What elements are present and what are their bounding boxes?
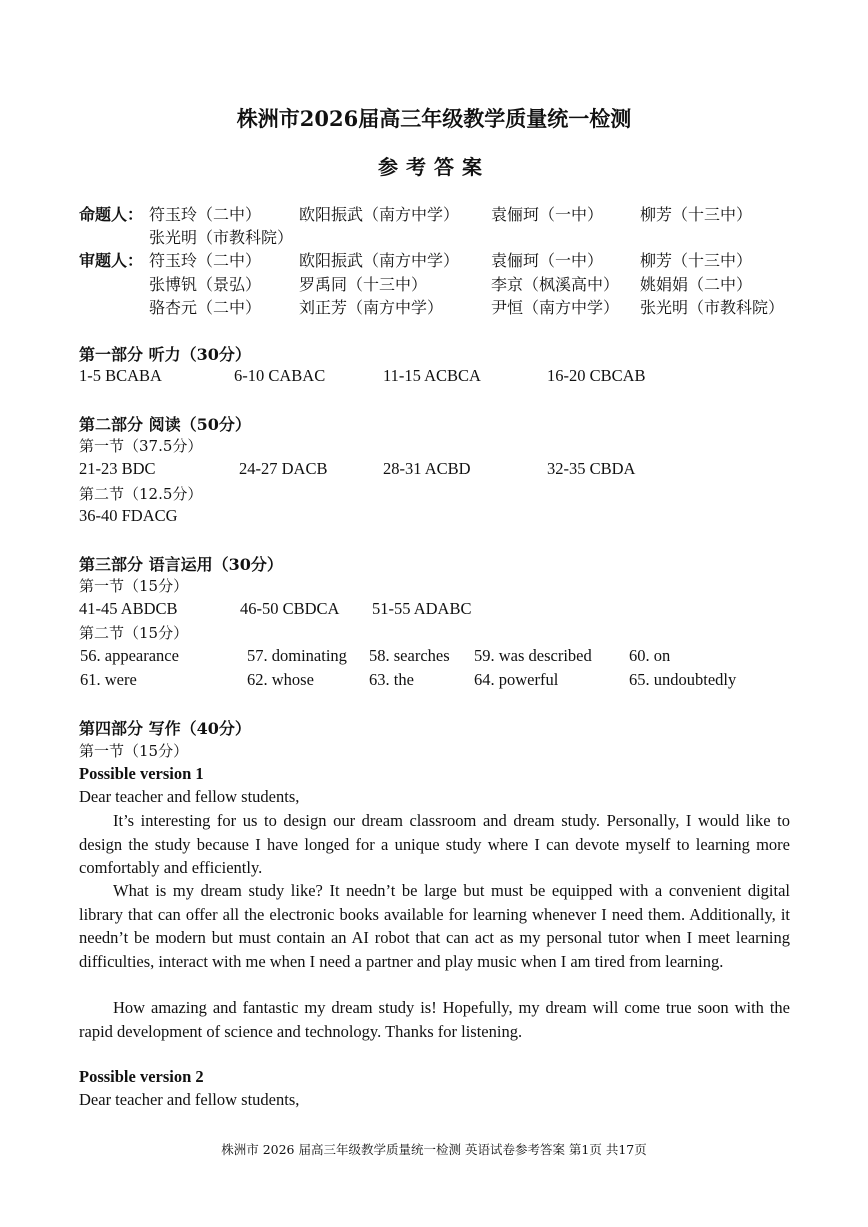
version-title: Possible version 1 [79,764,204,783]
reviewer-name: 张光明（市教科院） [640,298,785,317]
essay-paragraph: It’s interesting for us to design our dream classroom and dream study. Personally, I would like to design the study because I have longed for a unique study where I can devote myself to learning more comfortably and efficiently. [79,811,790,877]
salutation: Dear teacher and fellow students, [79,1090,300,1109]
page-subtitle: 参考答案 [378,155,490,179]
answer-item: 63. the [369,670,414,689]
answer-group: 24-27 DACB [239,459,328,478]
setter-name: 袁俪珂（一中） [491,205,604,224]
reviewer-name: 骆杏元（二中） [149,298,262,317]
answer-item: 60. on [629,646,671,665]
answer-group: 16-20 CBCAB [547,366,646,385]
setter-name: 柳芳（十三中） [640,205,753,224]
setter-name: 张光明（市教科院） [149,228,294,247]
page-footer: 株洲市 2026 届高三年级教学质量统一检测 英语试卷参考答案 第1页 共17页 [221,1142,647,1157]
setter-name: 欧阳振武（南方中学） [299,205,460,224]
answer-group: 46-50 CBDCA [240,599,340,618]
answer-group: 41-45 ABDCB [79,599,178,618]
part3-heading: 第三部分 语言运用（30分） [79,555,283,574]
answer-group: 21-23 BDC [79,459,156,478]
answer-item: 59. was described [474,646,592,665]
answer-item: 62. whose [247,670,314,689]
setter-name: 符玉玲（二中） [149,205,262,224]
section-heading: 第一节（37.5分） [79,437,203,455]
answer-group: 11-15 ACBCA [383,366,481,385]
reviewer-name: 张博钒（景弘） [149,275,262,294]
section-heading: 第二节（12.5分） [79,485,203,503]
essay-paragraph: How amazing and fantastic my dream study is! Hopefully, my dream will come true soon with the rapid development of science and technology. Thanks for listening. [79,998,790,1041]
reviewer-name: 罗禹同（十三中） [299,275,428,294]
setters-label: 命题人： [79,205,144,224]
reviewer-name: 柳芳（十三中） [640,251,753,270]
reviewer-name: 刘正芳（南方中学） [299,298,444,317]
answer-item: 58. searches [369,646,450,665]
version-title: Possible version 2 [79,1067,204,1086]
part1-heading: 第一部分 听力（30分） [79,345,251,364]
answer-group: 6-10 CABAC [234,366,326,385]
reviewers-label: 审题人： [79,251,144,270]
reviewer-name: 李京（枫溪高中） [491,275,620,294]
answer-group: 51-55 ADABC [372,599,472,618]
reviewer-name: 符玉玲（二中） [149,251,262,270]
answer-item: 64. powerful [474,670,559,689]
essay-paragraph: What is my dream study like? It needn’t be large but must be equipped with a convenient digital library that can offer all the electronic books available for learning whenever I need them. Additionally, it needn’t be modern but must contain an AI robot that can act as my personal tutor when I meet learning difficulties, interact with me when I need a partner and play music when I am tired from learning. [79,881,790,971]
answer-item: 57. dominating [247,646,347,665]
reviewer-name: 袁俪珂（一中） [491,251,604,270]
reviewer-name: 姚娟娟（二中） [640,275,753,294]
answer-group: 32-35 CBDA [547,459,636,478]
page-title: 株洲市2026届高三年级教学质量统一检测 [236,106,632,131]
answer-item: 61. were [80,670,137,689]
part2-heading: 第二部分 阅读（50分） [79,415,251,434]
section-heading: 第一节（15分） [79,742,189,760]
answer-item: 65. undoubtedly [629,670,737,689]
section-heading: 第一节（15分） [79,577,189,595]
answer-group: 36-40 FDACG [79,506,178,525]
section-heading: 第二节（15分） [79,624,189,642]
answer-group: 28-31 ACBD [383,459,471,478]
answer-item: 56. appearance [80,646,179,665]
salutation: Dear teacher and fellow students, [79,787,300,806]
part4-heading: 第四部分 写作（40分） [79,719,251,738]
reviewer-name: 欧阳振武（南方中学） [299,251,460,270]
answer-group: 1-5 BCABA [79,366,162,385]
reviewer-name: 尹恒（南方中学） [491,298,620,317]
